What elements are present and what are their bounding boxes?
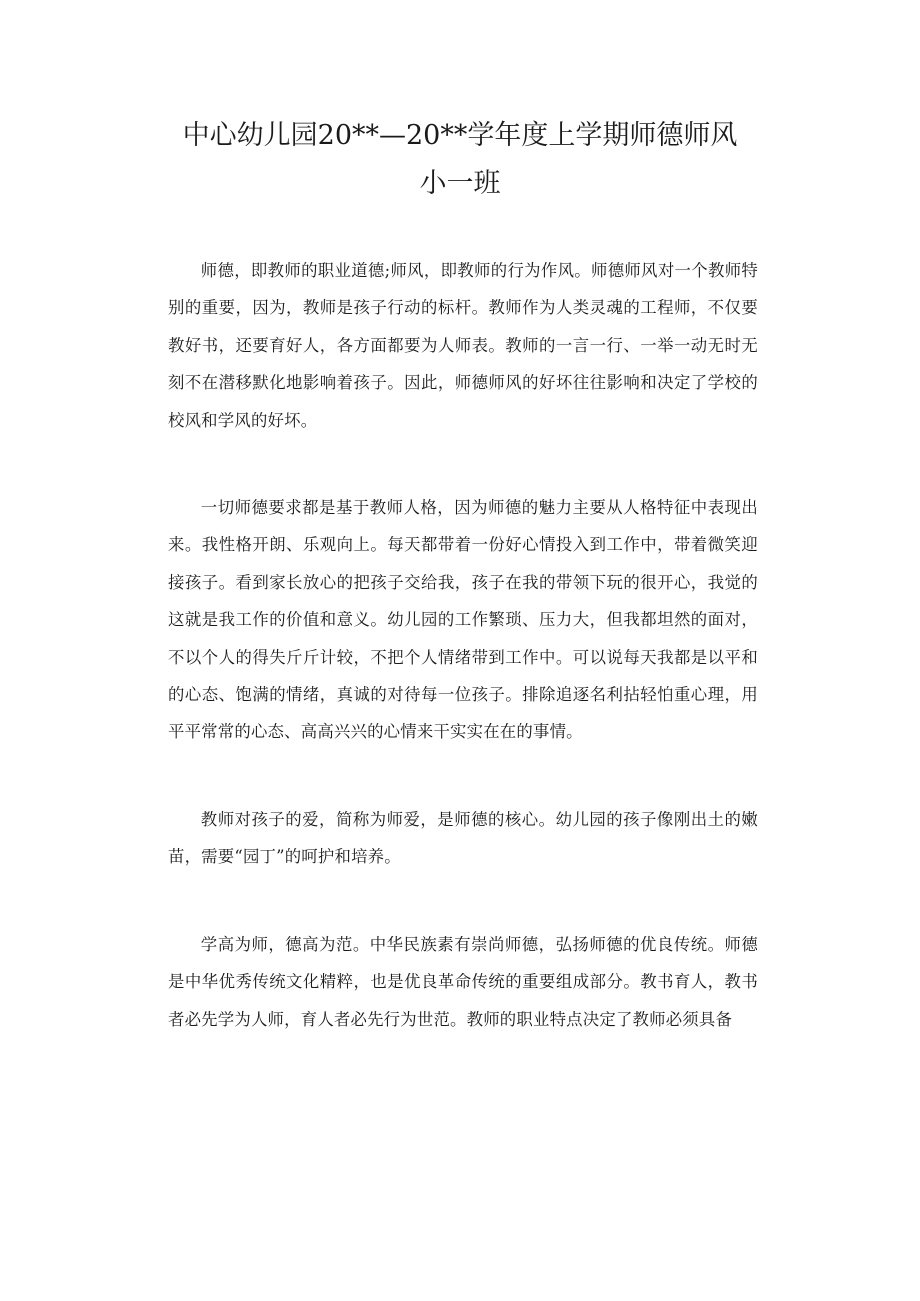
paragraph-2: 一切师德要求都是基于教师人格，因为师德的魅力主要从人格特征中表现出来。我性格开朗、乐观向上。每天都带着一份好心情投入到工作中，带着微笑迎接孩子。看到家长放心的把孩子交给我，孩子在我的带领下玩的很开心，我觉的这就是我工作的价值和意义。幼儿园的工作繁琐、压力大，但我都坦然的面对，不以个人的得失斤斤计较，不把个人情绪带到工作中。可以说每天我都是以平和的心态、饱满的情绪，真诚的对待每一位孩子。排除追逐名利拈轻怕重心理，用平平常常的心态、高高兴兴的心情来干实实在在的事情。 xyxy=(168,498,758,742)
document-title xyxy=(150,112,770,208)
paragraph-4: 学高为师，德高为范。中华民族素有崇尚师德，弘扬师德的优良传统。师德是中华优秀传统文化精粹，也是优良革命传统的重要组成部分。教书育人，教书者必先学为人师，育人者必先行为世范。教师的职业特点决定了教师必须具备 xyxy=(168,934,758,1029)
paragraph-1: 师德，即教师的职业道德;师风，即教师的行为作风。师德师风对一个教师特别的重要，因为，教师是孩子行动的标杆。教师作为人类灵魂的工程师，不仅要教好书，还要育好人，各方面都要为人师表。教师的一言一行、一举一动无时无刻不在潜移默化地影响着孩子。因此，师德师风的好坏往往影响和决定了学校的校风和学风的好坏。 xyxy=(168,261,758,430)
title-line-2: 小一班 xyxy=(419,168,501,199)
title-line-1: 中心幼儿园20**—20**学年度上学期师德师风 xyxy=(182,120,738,151)
document-body xyxy=(168,252,758,1038)
paragraph-3: 教师对孩子的爱，简称为师爱，是师德的核心。幼儿园的孩子像刚出土的嫩苗，需要“园丁”的呵护和培养。 xyxy=(168,809,758,867)
